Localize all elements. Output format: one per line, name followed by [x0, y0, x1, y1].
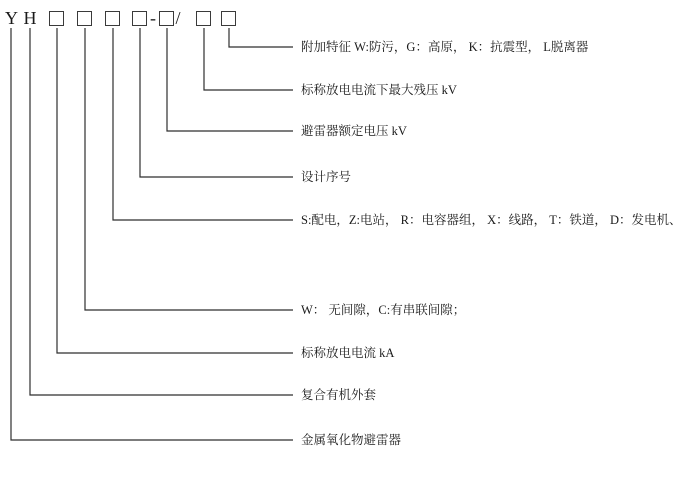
code-dash: -	[150, 8, 156, 28]
code-letter-h: H	[23, 8, 37, 28]
code-box-residual-voltage	[196, 11, 211, 26]
label-discharge-current: 标称放电电流 kA	[301, 346, 395, 360]
label-gap-type: W： 无间隙，C:有串联间隙；	[301, 303, 466, 317]
label-housing: 复合有机外套	[301, 388, 377, 402]
connector-line-rated-voltage	[167, 28, 293, 131]
label-application: S:配电，Z:电站， R：电容器组， X：线路， T：铁道， D：发电机、	[301, 213, 682, 227]
label-extra-feature: 附加特征 W:防污，G：高原， K：抗震型， L脱离器	[301, 40, 589, 54]
label-arrester-type: 金属氧化物避雷器	[301, 433, 402, 447]
code-box-extra-feature	[221, 11, 236, 26]
connector-line-housing	[30, 28, 293, 395]
code-box-discharge-current	[49, 11, 64, 26]
code-slash: /	[175, 8, 181, 28]
connector-line-discharge-current	[57, 28, 293, 353]
connector-line-gap-type	[85, 28, 293, 310]
code-letter-y: Y	[5, 8, 18, 28]
code-box-application	[105, 11, 120, 26]
code-box-gap-type	[77, 11, 92, 26]
label-residual-voltage: 标称放电电流下最大残压 kV	[301, 83, 457, 97]
connector-line-extra-feature	[229, 28, 293, 47]
connector-line-design-serial	[140, 28, 293, 177]
label-design-serial: 设计序号	[301, 170, 352, 184]
label-rated-voltage: 避雷器额定电压 kV	[301, 124, 407, 138]
connector-line-residual-voltage	[204, 28, 293, 90]
code-box-design-serial	[132, 11, 147, 26]
